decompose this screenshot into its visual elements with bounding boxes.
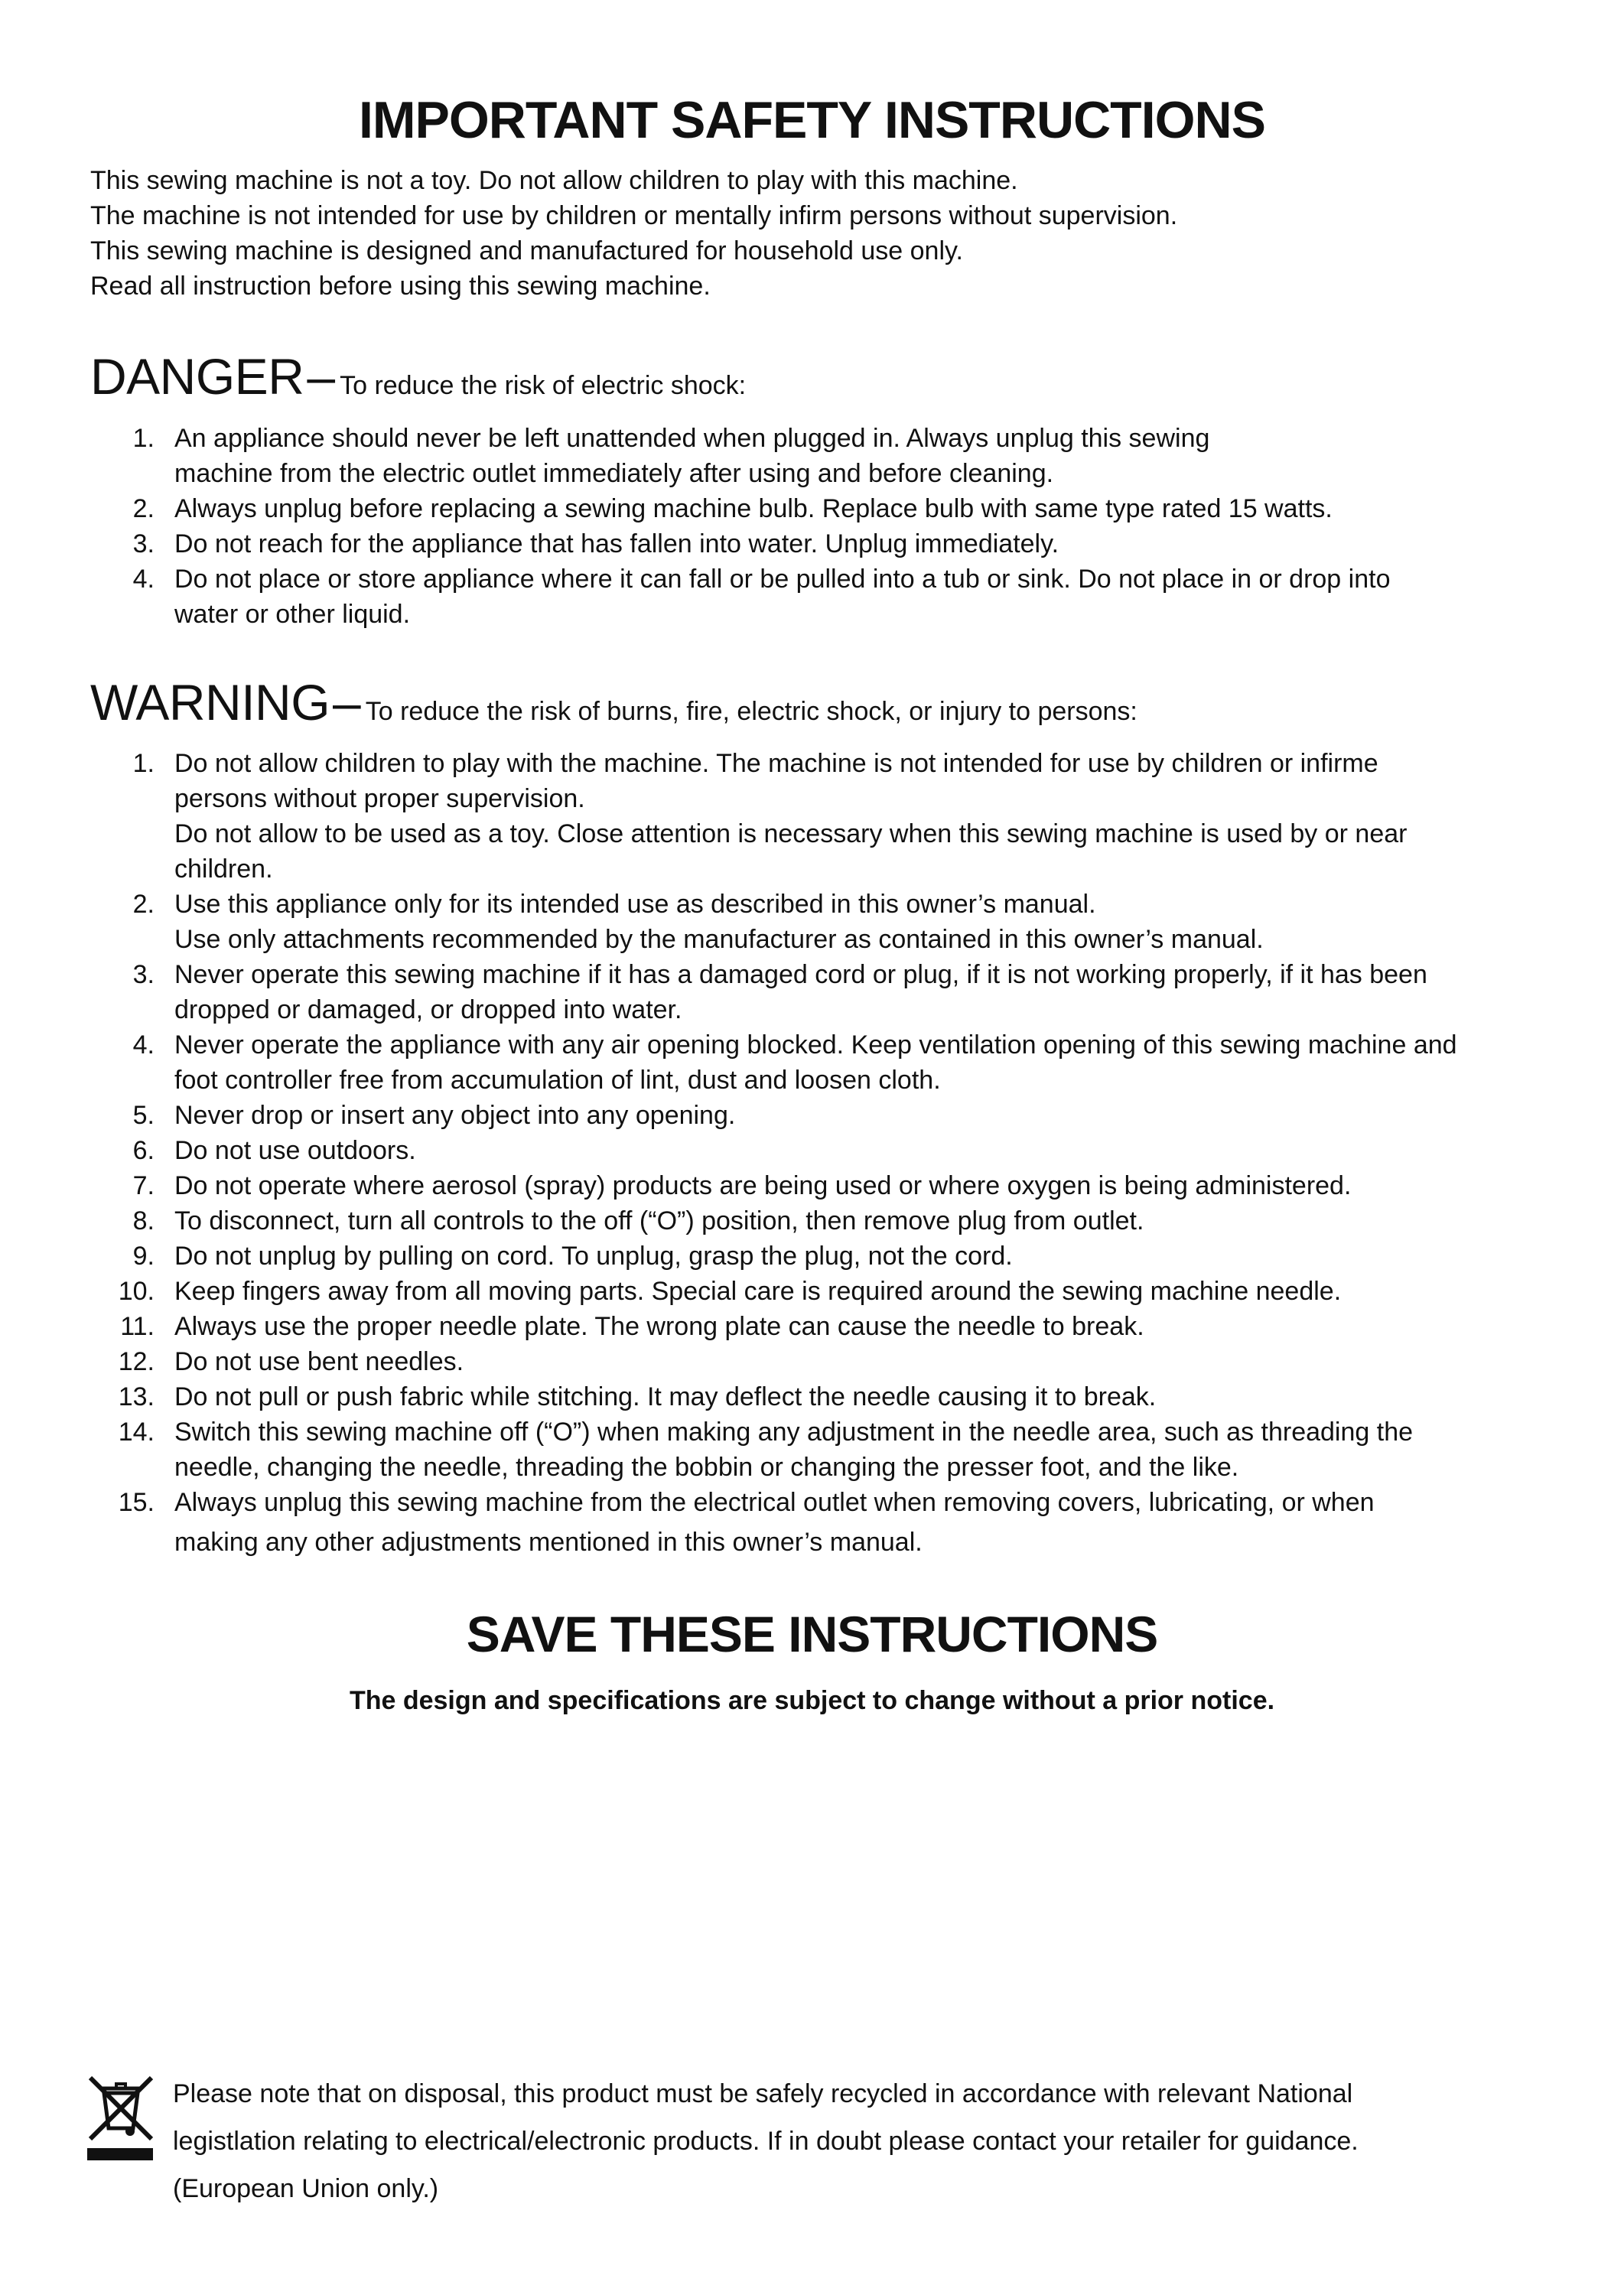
item-number: 6. (132, 1136, 155, 1165)
item-number: 4. (132, 565, 155, 594)
warning-label: WARNING (90, 674, 330, 731)
item-number: 15. (118, 1488, 155, 1517)
item-line: Do not reach for the appliance that has fallen into water. Unplug immediately. (174, 529, 1059, 558)
item-line: To disconnect, turn all controls to the off (“O”) position, then remove plug from outlet. (174, 1206, 1144, 1235)
item-line: children. (174, 855, 273, 884)
danger-label: DANGER (90, 348, 304, 405)
item-number: 1. (132, 424, 155, 453)
intro-line: This sewing machine is designed and manufactured for household use only. (90, 236, 963, 265)
item-number: 2. (132, 890, 155, 919)
item-number: 12. (118, 1347, 155, 1376)
warning-heading (90, 673, 1137, 731)
list-item (90, 1344, 1590, 1379)
intro-paragraph (90, 163, 1177, 304)
list-item (90, 1098, 1590, 1133)
save-instructions-title: SAVE THESE INSTRUCTIONS (466, 1606, 1158, 1662)
item-number: 14. (118, 1418, 155, 1447)
item-line: dropped or damaged, or dropped into water. (174, 995, 682, 1024)
item-line: Do not place or store appliance where it can fall or be pulled into a tub or sink. Do not place in or drop into (174, 565, 1391, 594)
item-line: Always unplug this sewing machine from the electrical outlet when removing covers, lubricating, or when (174, 1488, 1375, 1517)
specifications-notice: The design and specifications are subject to change without a prior notice. (349, 1686, 1275, 1715)
item-line: Use this appliance only for its intended use as described in this owner’s manual. (174, 890, 1096, 919)
item-line: Never drop or insert any object into any opening. (174, 1101, 736, 1130)
item-number: 8. (132, 1206, 155, 1235)
item-line: Do not use outdoors. (174, 1136, 416, 1165)
disposal-line: Please note that on disposal, this product must be safely recycled in accordance with relevant National (173, 2079, 1353, 2108)
item-line: Always use the proper needle plate. The wrong plate can cause the needle to break. (174, 1312, 1144, 1341)
item-line: Never operate the appliance with any air opening blocked. Keep ventilation opening of this sewing machine and (174, 1030, 1457, 1060)
list-item (90, 491, 1590, 526)
item-line: Switch this sewing machine off (“O”) when making any adjustment in the needle area, such as threading the (174, 1418, 1414, 1447)
item-line: Do not pull or push fabric while stitching. It may deflect the needle causing it to break. (174, 1382, 1157, 1411)
list-item (90, 1203, 1590, 1239)
item-number: 13. (118, 1382, 155, 1411)
item-line: Do not operate where aerosol (spray) products are being used or where oxygen is being administered. (174, 1171, 1352, 1200)
intro-line: Read all instruction before using this sewing machine. (90, 272, 711, 301)
danger-list (90, 421, 1590, 632)
list-item (90, 526, 1590, 562)
item-line: Always unplug before replacing a sewing machine bulb. Replace bulb with same type rated 15 watts. (174, 494, 1333, 523)
list-item (90, 562, 1590, 632)
item-line: machine from the electric outlet immediately after using and before cleaning. (174, 459, 1054, 488)
list-item (90, 1133, 1590, 1168)
list-item (90, 1414, 1590, 1485)
item-line: An appliance should never be left unattended when plugged in. Always unplug this sewing (174, 424, 1210, 453)
list-item (90, 1485, 1590, 1564)
intro-line: This sewing machine is not a toy. Do not allow children to play with this machine. (90, 166, 1018, 195)
list-item (90, 421, 1590, 491)
item-line: persons without proper supervision. (174, 784, 585, 813)
list-item (90, 1168, 1590, 1203)
list-item (90, 1239, 1590, 1274)
item-line: Do not use bent needles. (174, 1347, 464, 1376)
item-line: Keep fingers away from all moving parts. Special care is required around the sewing machine needle. (174, 1277, 1342, 1306)
item-number: 1. (132, 749, 155, 778)
item-line: Use only attachments recommended by the manufacturer as contained in this owner’s manual. (174, 925, 1264, 954)
list-item (90, 1309, 1590, 1344)
list-item (90, 1027, 1590, 1098)
item-line: Do not unplug by pulling on cord. To unplug, grasp the plug, not the cord. (174, 1242, 1013, 1271)
item-number: 7. (132, 1171, 155, 1200)
item-line: needle, changing the needle, threading the bobbin or changing the presser foot, and the like. (174, 1453, 1239, 1482)
page-title: IMPORTANT SAFETY INSTRUCTIONS (359, 91, 1265, 149)
warning-subtitle: To reduce the risk of burns, fire, electric shock, or injury to persons: (365, 697, 1137, 726)
warning-list (90, 746, 1590, 1564)
item-number: 5. (132, 1101, 155, 1130)
list-item (90, 746, 1590, 887)
item-number: 11. (120, 1312, 155, 1341)
item-line: Do not allow children to play with the machine. The machine is not intended for use by children or infirme (174, 749, 1378, 778)
item-line: water or other liquid. (174, 600, 411, 629)
item-number: 4. (132, 1030, 155, 1060)
item-number: 3. (132, 960, 155, 989)
item-number: 3. (132, 529, 155, 558)
item-line: foot controller free from accumulation of lint, dust and loosen cloth. (174, 1066, 941, 1095)
disposal-text (173, 2070, 1359, 2212)
item-line: Do not allow to be used as a toy. Close attention is necessary when this sewing machine is used by or near (174, 819, 1408, 848)
item-number: 9. (132, 1242, 155, 1271)
disposal-line: legistlation relating to electrical/electronic products. If in doubt please contact your retailer for guidance. (173, 2127, 1359, 2156)
danger-subtitle: To reduce the risk of electric shock: (340, 371, 747, 400)
list-item (90, 1274, 1590, 1309)
item-number: 10. (118, 1277, 155, 1306)
item-line: Never operate this sewing machine if it has a damaged cord or plug, if it is not working properly, if it has been (174, 960, 1427, 989)
disposal-line: (European Union only.) (173, 2174, 439, 2203)
crossed-out-wheelie-bin-icon (86, 2073, 156, 2163)
list-item (90, 887, 1590, 957)
intro-line: The machine is not intended for use by children or mentally infirm persons without supervision. (90, 201, 1178, 230)
item-line: making any other adjustments mentioned in this owner’s manual. (174, 1528, 923, 1557)
danger-heading (90, 347, 746, 405)
disposal-notice (86, 2070, 1585, 2223)
item-number: 2. (132, 494, 155, 523)
danger-dash: – (307, 348, 336, 405)
list-item (90, 1379, 1590, 1414)
list-item (90, 957, 1590, 1027)
warning-dash: – (333, 674, 361, 731)
